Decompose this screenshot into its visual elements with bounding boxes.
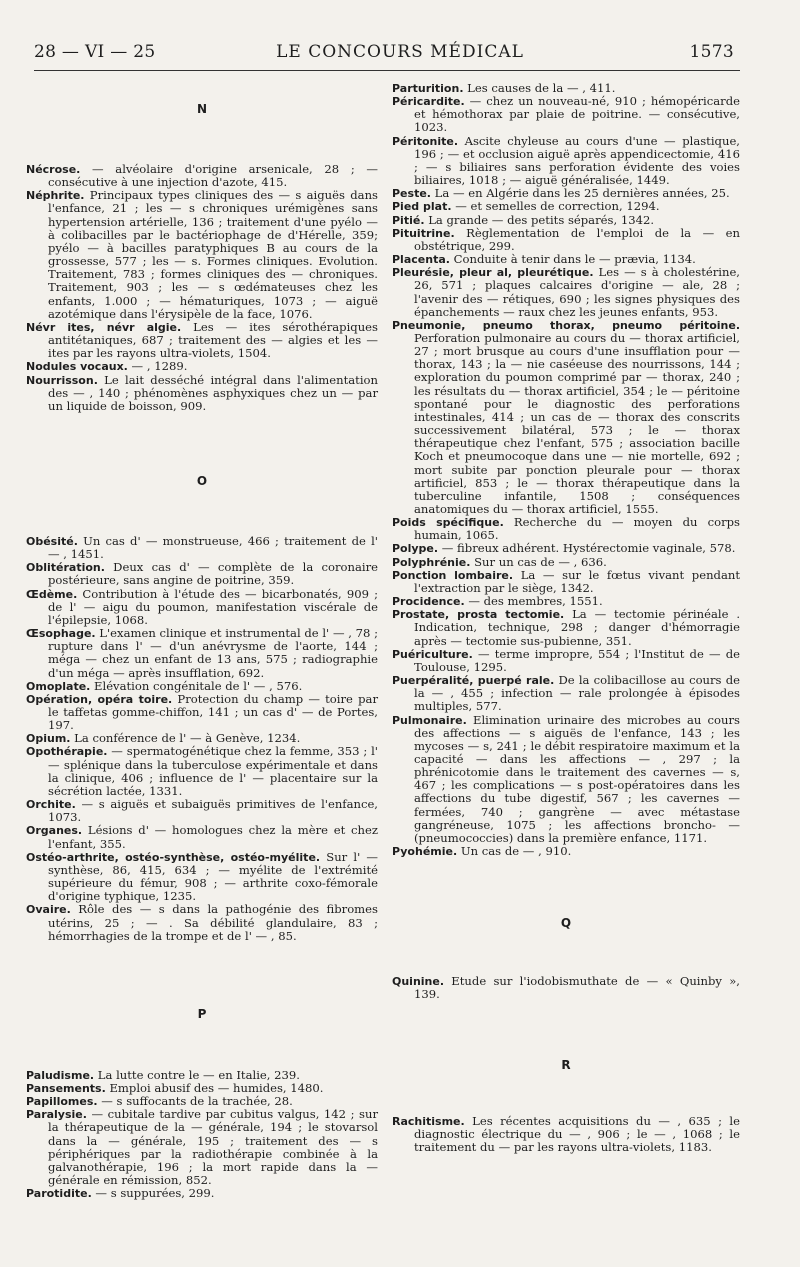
entry-text: Les récentes acquisitions du — , 635 ; le diagnostic électrique du — , 906 ; le — , 1068 ; le traitement du — par les rayons ultra-violets, 1183. xyxy=(414,1113,740,1154)
entry-term: Poids spécifique. xyxy=(392,516,504,530)
index-entry xyxy=(392,674,740,713)
entry-text: — des membres, 1551. xyxy=(464,594,603,609)
entry-term: Œdème. xyxy=(26,587,78,601)
index-entry xyxy=(392,227,740,253)
index-entry xyxy=(26,321,378,360)
entry-text: Sur un cas de — , 636. xyxy=(470,554,607,569)
entry-text: Contribution à l'étude des — bicarbonatés, 909 ; de l' — aigu du poumon, manifestation viscérale de l'épilepsie, 1068. xyxy=(48,586,378,627)
right-column: Parturition. Les causes de la — , 411. Péricardite. — chez un nouveau-né, 910 ; hémopéricarde et hémothorax par plaie de poitrine. — consécutive, 1023. Péritonite. Ascite chyleuse au cours d'une — plastique, 196 ; — et occlusion aiguë après appendicectomie, 416 ; — s biliaires sans perforation évidente des voies biliaires, 1018 ; — aiguë généralisée, 1449. Peste. La — en Algérie dans les 25 dernières années, 25. Pied plat. — et semelles de correction, 1294. Pitié. La grande — des petits séparés, 1342. Pituitrine. Règlementation de l'emploi de la — en obstétrique, 299. Placenta. Conduite à tenir dans le — prævia, 1134. Pleurésie, pleur al, pleurétique. Les — s à cholestérine, 26, 571 ; plaques calcaires d'origine — ale, 28 ; l'avenir des — rétiques, 690 ; les signes physiques des épanchements — raux chez les jeunes enfants, 953. Pneumonie, pneumo thorax, pneumo péritoine. Perforation pulmonaire au cours du — thorax artificiel, 27 ; mort brusque au cours d'une insufflation pour — thorax, 143 ; la — nie caséeuse des nourrissons, 144 ; exploration du poumon comprimé par — thorax, 240 ; les résultats du — thorax artificiel, 354 ; le — péritoine spontané pour le diagnostic des perforations intestinales, 414 ; un cas de — thorax des conscrits successivement bilatéral, 573 ; le — thorax thérapeutique chez l'enfant, 575 ; association bacille Koch et pneumocoque dans une — nie mortelle, 692 ; mort subite par ponction pleurale pour — thorax artificiel, 853 ; le — thorax thérapeutique dans la tuberculine infantile, 1508 ; conséquences anatomiques du — thorax artificiel, 1555. Poids spécifique. Recherche du — moyen du corps humain, 1065. Polype. — fibreux adhérent. Hystérectomie vaginale, 578. Polyphrénie. Sur un cas de — , 636. Ponction lombaire. La — sur le fœtus vivant pendant l'extraction par le siège, 1342. Procidence. — des membres, 1551. Prostate, prosta tectomie. La — tectomie périnéale . Indication, technique, 298 ; danger d'hémorragie après — tectomie sus-pubienne, 351. Puériculture. — terme impropre, 554 ; l'Institut de — de Toulouse, 1295. Puerpéralité, puerpé rale. De la colibacillose au cours de la — , 455 ; infection — rale prolongée à épisodes multiples, 577. Pulmonaire. Elimination urinaire des microbes au cours des affections — s aiguës de l'enfance, 143 ; les mycoses — s, 241 ; le débit respiratoire maximum et la capacité — dans les affections — , 297 ; la phrénicotomie dans le traitement des cavernes — s, 467 ; les complications — s post-opératoires dans les affections du tube digestif, 567 ; les cavernes — fermées, 740 ; gangrène — avec métastase gangréneuse, 1075 ; les affections broncho- — (pneumococcies) dans la première enfance, 1171. Pyohémie. Un cas de — , 910. Q Quinine. Etude sur l'iodobismuthate de — « Quinby », 139. R Rachitisme. Les récentes acquisitions du — , 635 ; le diagnostic électrique du — , 906 ; le — , 1068 ; le traitement du — par les rayons ultra-violets, 1183. xyxy=(392,81,741,1154)
entry-term: Pansements. xyxy=(26,1081,106,1095)
index-entry xyxy=(26,851,378,904)
entry-text: Le lait desséché intégral dans l'alimentation des — , 140 ; phénomènes asphyxiques chez un — par un liquide de boisson, 909. xyxy=(48,372,378,413)
entry-term: Pitié. xyxy=(392,213,425,227)
entry-term: Péritonite. xyxy=(392,134,459,148)
entry-text: La — tectomie périnéale . Indication, technique, 298 ; danger d'hémorragie après — tectomie sus-pubienne, 351. xyxy=(414,607,741,648)
index-entry xyxy=(26,588,378,627)
entry-text: Recherche du — moyen du corps humain, 1065. xyxy=(414,515,741,543)
entry-text: La lutte contre le — en Italie, 239. xyxy=(94,1067,300,1082)
entry-text: Les — ites sérothérapiques antitétaniques, 687 ; traitement des — algies et les — ites par les rayons ultra-violets, 1504. xyxy=(48,319,378,361)
entry-term: Pied plat. xyxy=(392,200,452,214)
entry-term: Obésité. xyxy=(26,534,78,548)
entry-term: Paludisme. xyxy=(26,1068,95,1082)
entry-term: Névr ites, névr algie. xyxy=(26,320,182,334)
entry-term: Rachitisme. xyxy=(392,1114,465,1128)
entry-text: — cubitale tardive par cubitus valgus, 142 ; sur la thérapeutique de la — générale, 194 ; le stovarsol dans la — générale, 195 ; traitement des — s périphériques par la radiothérapie combinée à la galvanothérapie, 196 ; la mort rapide dans la — générale en rémission, 852. xyxy=(48,1107,378,1188)
index-entry xyxy=(26,1187,378,1200)
entry-term: Peste. xyxy=(392,187,431,201)
entry-text: Emploi abusif des — humides, 1480. xyxy=(105,1080,324,1095)
entry-text: Règlementation de l'emploi de la — en obstétrique, 299. xyxy=(414,225,740,253)
page-number: 1573 xyxy=(689,42,734,62)
index-entry xyxy=(26,627,378,680)
entry-text: La conférence de l' — à Genève, 1234. xyxy=(70,731,301,746)
entry-text: Elimination urinaire des microbes au cours des affections — s aiguës de l'enfance, 143 ; les mycoses — s, 241 ; le débit respiratoire maximum et la capacité — dans les affections — , 297 ; la phrénicotomie dans le traitement des cavernes — s, 467 ; les complications — s post-opératoires dans les affections du tube digestif, 567 ; les cavernes — fermées, 740 ; gangrène — avec métastase gangréneuse, 1075 ; les affections broncho- — (pneumococcies) dans la première enfance, 1171. xyxy=(414,712,740,845)
entry-term: Pleurésie, pleur al, pleurétique. xyxy=(392,266,594,280)
entry-text: Sur l' — synthèse, 86, 415, 634 ; — myélite de l'extrémité supérieure du fémur, 908 ; — arthrite coxo-fémorale d'origine typhique, 1235. xyxy=(48,849,379,904)
index-entry xyxy=(392,95,740,134)
entry-text: Rôle des — s dans la pathogénie des fibromes utérins, 25 ; — . Sa débilité glandulaire, 83 ; hémorrhagies de la trompe et de l' — , 85. xyxy=(48,902,378,943)
entry-term: Œsophage. xyxy=(26,627,96,641)
index-entry xyxy=(392,975,740,1001)
entry-term: Quinine. xyxy=(392,975,445,989)
entry-text: — chez un nouveau-né, 910 ; hémopéricarde et hémothorax par plaie de poitrine. — consécutive, 1023. xyxy=(414,94,740,135)
entry-text: Lésions d' — homologues chez la mère et chez l'enfant, 355. xyxy=(48,823,378,851)
entry-text: La grande — des petits séparés, 1342. xyxy=(424,212,655,227)
entry-text: — alvéolaire d'origine arsenicale, 28 ; — consécutive à une injection d'azote, 415. xyxy=(48,162,378,190)
entry-term: Opothérapie. xyxy=(26,745,108,759)
entry-text: — s suppurées, 299. xyxy=(91,1186,215,1201)
entry-term: Parturition. xyxy=(392,82,464,95)
entry-term: Puériculture. xyxy=(392,647,473,661)
entry-term: Prostate, prosta tectomie. xyxy=(392,608,565,622)
index-entry xyxy=(26,374,378,413)
entry-term: Papillomes. xyxy=(26,1095,98,1109)
index-entry xyxy=(392,319,740,516)
entry-term: Pyohémie. xyxy=(392,845,458,859)
entries-n xyxy=(26,163,378,413)
index-entry xyxy=(26,798,378,824)
index-entry xyxy=(26,535,378,561)
index-entry xyxy=(392,608,740,647)
left-column: N Nécrose. — alvéolaire d'origine arsenicale, 28 ; — consécutive à une injection d'azote, 415. Néphrite. Principaux types cliniques des — s aiguës dans l'enfance, 21 ; les — s chroniques urémigènes sans hypertension artérielle, 136 ; traitement d'une pyélo — à colibacilles par le bactériophage de d'Hérelle, 359; pyélo — à bacilles paratyphiques B au cours de la grossesse, 577 ; les — s. Formes cliniques. Evolution. Traitement, 783 ; formes cliniques des — chroniques. Traitement, 903 ; les — s œdémateuses chez les enfants, 1.000 ; — hématuriques, 1073 ; — aiguë azotémique dans l'érysipèle de la face, 1076. Névr ites, névr algie. Les — ites sérothérapiques antitétaniques, 687 ; traitement des — algies et les — ites par les rayons ultra-violets, 1504. Nodules vocaux. — , 1289. Nourrisson. Le lait desséché intégral dans l'alimentation des — , 140 ; phénomènes asphyxiques chez un — par un liquide de boisson, 909. O Obésité. Un cas d' — monstrueuse, 466 ; traitement de l' — , 1451. Oblitération. Deux cas d' — complète de la coronaire postérieure, sans angine de poitrine, 359. Œdème. Contribution à l'étude des — bicarbonatés, 909 ; de l' — aigu du poumon, manifestation viscérale de l'épilepsie, 1068. Œsophage. L'examen clinique et instrumental de l' — , 78 ; rupture dans l' — d'un anévrysme de l'aorte, 144 ; méga — chez un enfant de 13 ans, 575 ; radiographie d'un méga — après insufflation, 692. Omoplate. Elévation congénitale de l' — , 576. Opération, opéra toire. Protection du champ — toire par le taffetas gomme-chiffon, 141 ; un cas d' — de Portes, 197. Opium. La conférence de l' — à Genève, 1234. Opothérapie. — spermatogénétique chez la femme, 353 ; l' — splénique dans la tuberculose expérimentale et dans la clinique, 406 ; influence de l' — placentaire sur la sécrétion lactée, 1331. Orchite. — s aiguës et subaiguës primitives de l'enfance, 1073. Organes. Lésions d' — homologues chez la mère et chez l'enfant, 355. Ostéo-arthrite, ostéo-synthèse, ostéo-myélite. Sur l' — synthèse, 86, 415, 634 ; — myélite de l'extrémité supérieure du fémur, 908 ; — arthrite coxo-fémorale d'origine typhique, 1235. Ovaire. Rôle des — s dans la pathogénie des fibromes utérins, 25 ; — . Sa débilité glandulaire, 83 ; hémorrhagies de la trompe et de l' — , 85. P Paludisme. La lutte contre le — en Italie, 239. Pansements. Emploi abusif des — humides, 1480. Papillomes. — s suffocants de la trachée, 28. Paralysie. — cubitale tardive par cubitus valgus, 142 ; sur la thérapeutique de la — générale, 194 ; le stovarsol dans la — générale, 195 ; traitement des — s périphériques par la radiothérapie combinée à la galvanothérapie, 196 ; la mort rapide dans la — générale en rémission, 852. Parotidite. — s suppurées, 299. xyxy=(26,102,379,1201)
entry-text: Etude sur l'iodobismuthate de — « Quinby », 139. xyxy=(414,974,740,1002)
header-rule xyxy=(34,70,740,71)
entry-term: Oblitération. xyxy=(26,561,105,575)
entry-term: Polype. xyxy=(392,542,439,556)
issue-date: 28 — VI — 25 xyxy=(34,42,156,62)
entry-term: Ponction lombaire. xyxy=(392,568,514,582)
entry-text: De la colibacillose au cours de la — , 455 ; infection — rale prolongée à épisodes multiples, 577. xyxy=(414,673,740,714)
index-entry xyxy=(26,163,378,189)
entry-term: Nourrisson. xyxy=(26,373,98,387)
entry-term: Ovaire. xyxy=(26,903,71,917)
entry-term: Placenta. xyxy=(392,253,450,267)
entries-p-left xyxy=(26,1069,378,1201)
index-entry xyxy=(26,824,378,850)
entry-text: — terme impropre, 554 ; l'Institut de — de Toulouse, 1295. xyxy=(414,646,740,674)
entry-text: — fibreux adhérent. Hystérectomie vaginale, 578. xyxy=(438,541,736,556)
entry-text: — et semelles de correction, 1294. xyxy=(451,199,660,214)
index-entry xyxy=(392,135,740,188)
index-entry xyxy=(392,569,740,595)
index-entry xyxy=(392,1115,740,1154)
index-entry xyxy=(26,189,378,321)
entry-term: Parotidite. xyxy=(26,1187,92,1201)
entry-term: Ostéo-arthrite, ostéo-synthèse, ostéo-myélite. xyxy=(26,850,321,864)
entry-term: Pneumonie, pneumo thorax, pneumo péritoine. xyxy=(392,318,740,332)
entry-term: Opération, opéra toire. xyxy=(26,692,173,706)
entry-text: Un cas de — , 910. xyxy=(457,844,572,859)
entry-text: — s suffocants de la trachée, 28. xyxy=(97,1094,293,1109)
entry-text: Les causes de la — , 411. xyxy=(463,81,616,95)
entry-term: Nécrose. xyxy=(26,163,81,176)
index-entry xyxy=(26,561,378,587)
entry-text: — , 1289. xyxy=(127,359,188,374)
entries-o xyxy=(26,535,378,943)
entry-term: Organes. xyxy=(26,824,83,838)
entry-term: Paralysie. xyxy=(26,1108,87,1122)
index-entry xyxy=(392,648,740,674)
entry-term: Puerpéralité, puerpé rale. xyxy=(392,674,555,688)
entry-text: Principaux types cliniques des — s aiguës dans l'enfance, 21 ; les — s chroniques urémigènes sans hypertension artérielle, 136 ; traitement d'une pyélo — à colibacilles par le bactériophage de d'Hérelle, 359; pyélo — à bacilles paratyphiques B au cours de la grossesse, 577 ; les — s. Formes cliniques. Evolution. Traitement, 783 ; formes cliniques des — chroniques. Traitement, 903 ; les — s œdémateuses chez les enfants, 1.000 ; — hématuriques, 1073 ; — aiguë azotémique dans l'érysipèle de la face, 1076. xyxy=(48,188,378,321)
entry-term: Pituitrine. xyxy=(392,226,455,240)
entries-r xyxy=(392,1115,740,1154)
entry-term: Opium. xyxy=(26,732,71,746)
entry-text: Elévation congénitale de l' — , 576. xyxy=(90,678,303,693)
index-entry xyxy=(26,745,378,798)
entry-term: Polyphrénie. xyxy=(392,555,471,569)
entries-q xyxy=(392,975,740,1001)
entry-text: Un cas d' — monstrueuse, 466 ; traitement de l' — , 1451. xyxy=(48,533,378,562)
entry-text: — spermatogénétique chez la femme, 353 ; l' — splénique dans la tuberculose expérimentale et dans la clinique, 406 ; influence de l' — placentaire sur la sécrétion lactée, 1331. xyxy=(48,744,378,798)
entry-text: L'examen clinique et instrumental de l' — , 78 ; rupture dans l' — d'un anévrysme de l'aorte, 144 ; méga — chez un enfant de 13 ans, 575 ; radiographie d'un méga — après insufflation, 692. xyxy=(48,626,378,680)
index-entry xyxy=(26,903,378,942)
index-entry xyxy=(26,693,378,732)
entry-term: Procidence. xyxy=(392,595,465,609)
entry-text: — s aiguës et subaiguës primitives de l'enfance, 1073. xyxy=(48,797,378,825)
entry-text: Protection du champ — toire par le taffetas gomme-chiffon, 141 ; un cas d' — de Portes, 197. xyxy=(48,691,378,733)
journal-title: LE CONCOURS MÉDICAL xyxy=(276,42,524,62)
entries-p-right xyxy=(392,82,740,858)
entry-text: Conduite à tenir dans le — prævia, 1134. xyxy=(449,252,696,267)
entry-term: Nodules vocaux. xyxy=(26,360,128,374)
index-entry xyxy=(26,1108,378,1187)
entry-text: Deux cas d' — complète de la coronaire postérieure, sans angine de poitrine, 359. xyxy=(48,560,378,588)
entry-text: La — en Algérie dans les 25 dernières années, 25. xyxy=(430,186,730,201)
entry-term: Néphrite. xyxy=(26,189,85,203)
entry-term: Pulmonaire. xyxy=(392,713,467,727)
entry-term: Péricardite. xyxy=(392,95,465,109)
index-entry xyxy=(392,714,740,846)
entry-text: Ascite chyleuse au cours d'une — plastique, 196 ; — et occlusion aiguë après appendicectomie, 416 ; — s biliaires sans perforation évidente des voies biliaires, 1018 ; — aiguë généralisée, 1449. xyxy=(414,133,740,188)
entry-text: Perforation pulmonaire au cours du — thorax artificiel, 27 ; mort brusque au cours d'une insufflation pour — thorax, 143 ; la — nie caséeuse des nourrissons, 144 ; exploration du poumon comprimé par — thorax, 240 ; les résultats du — thorax artificiel, 354 ; le — péritoine spontané pour le diagnostic des perforations intestinales, 414 ; un cas de — thorax des conscrits successivement bilatéral, 573 ; le — thorax thérapeutique chez l'enfant, 575 ; association bacille Koch et pneumocoque dans une — nie mortelle, 692 ; mort subite par ponction pleurale pour — thorax artificiel, 853 ; le — thorax thérapeutique dans la tuberculine infantile, 1508 ; conséquences anatomiques du — thorax artificiel, 1555. xyxy=(414,330,740,516)
entry-term: Orchite. xyxy=(26,798,76,812)
index-entry xyxy=(392,845,740,858)
index-entry xyxy=(392,516,740,542)
entry-text: La — sur le fœtus vivant pendant l'extraction par le siège, 1342. xyxy=(414,567,741,595)
entry-text: Les — s à cholestérine, 26, 571 ; plaques calcaires d'origine — ale, 28 ; l'avenir des — rétiques, 690 ; les signes physiques des épanchements — raux chez les jeunes enfants, 953. xyxy=(414,265,740,319)
entry-term: Omoplate. xyxy=(26,679,91,693)
index-entry xyxy=(392,266,740,319)
